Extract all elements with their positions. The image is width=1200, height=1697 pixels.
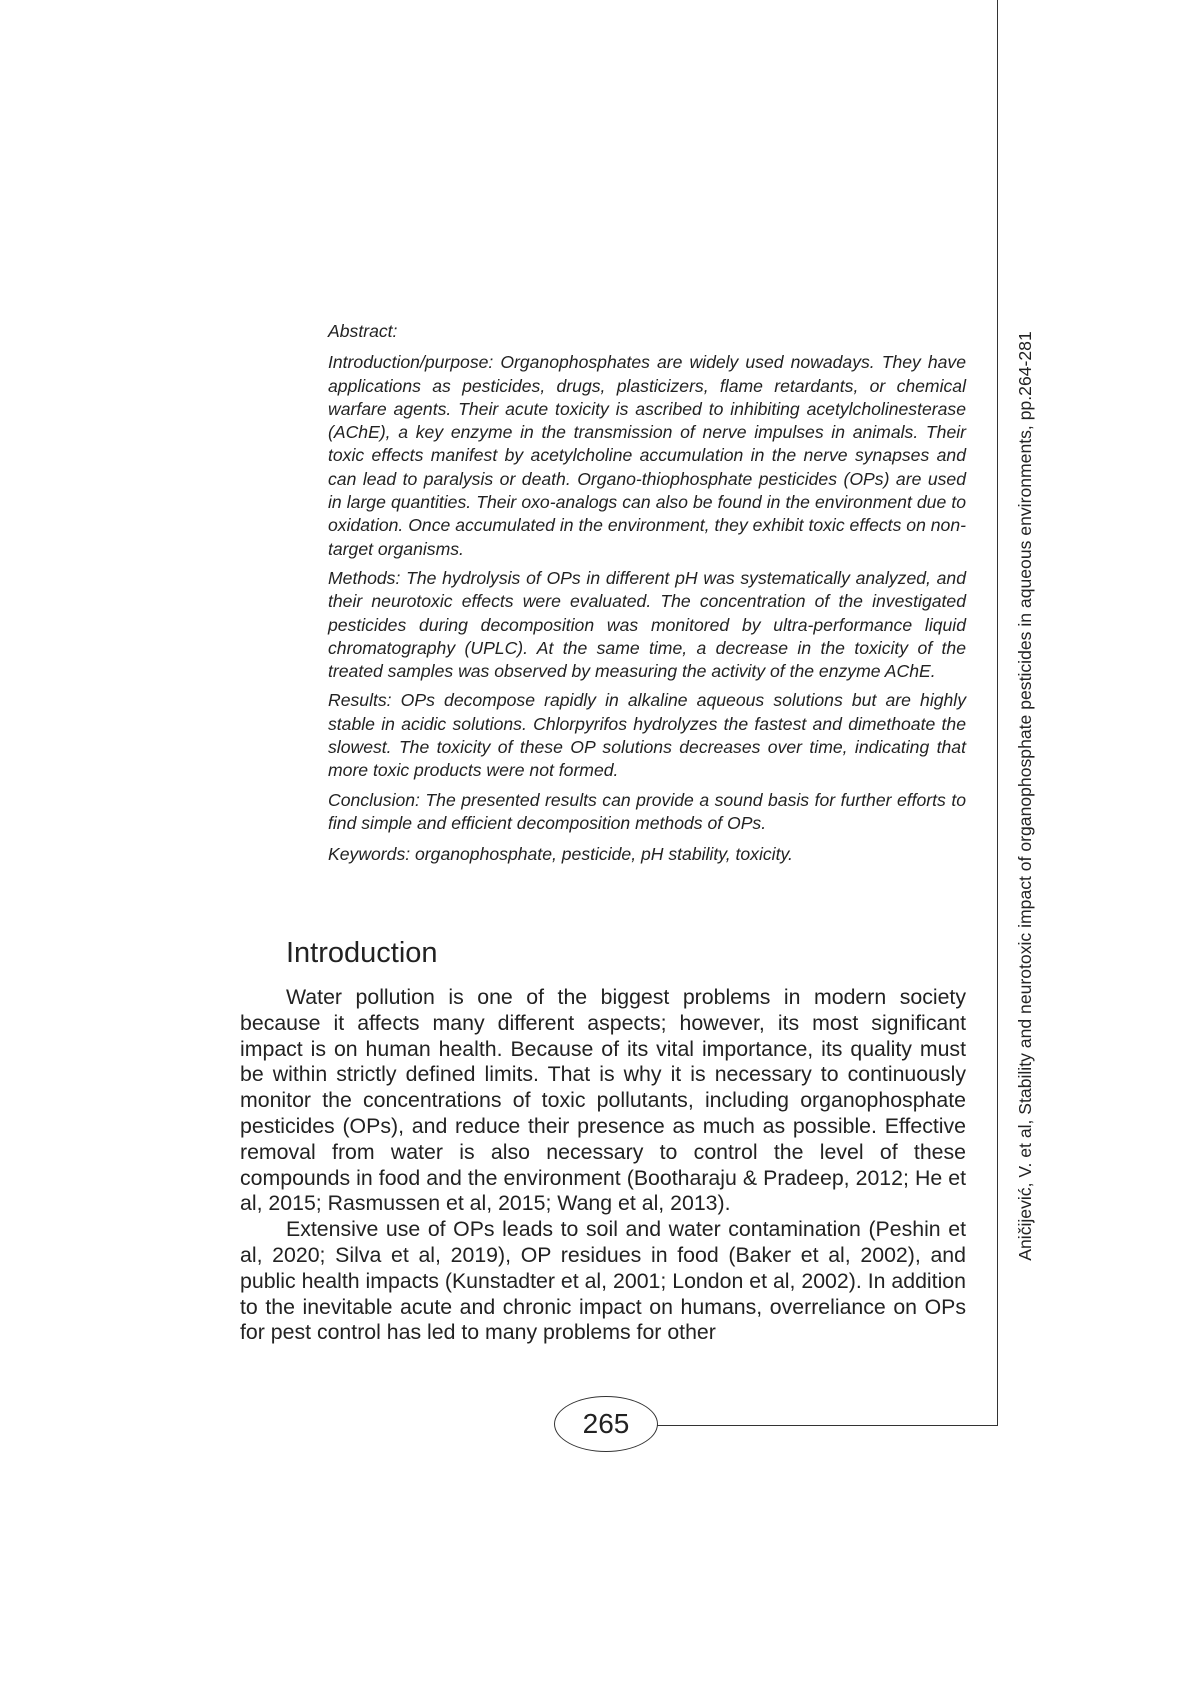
abstract-section <box>328 320 966 873</box>
abstract-keywords: Keywords: organophosphate, pesticide, pH stability, toxicity. <box>328 844 793 865</box>
body-paragraph: Water pollution is one of the biggest problems in modern society because it affects many different aspects; however, its most significant impact is on human health. Because of its vital importance, its quality must be within strictly defined limits. That is why it is necessary to continuously monitor the concentrations of toxic pollutants, including organophosphate pesticides (OPs), and reduce their presence as much as possible. Effective removal from water is also necessary to control the level of these compounds in food and the environment (Bootharaju & Pradeep, 2012; He et al, 2015; Rasmussen et al, 2015; Wang et al, 2013). <box>240 985 966 1216</box>
margin-rule-horizontal <box>655 1425 998 1426</box>
introduction-heading: Introduction <box>286 937 438 969</box>
margin-rule-vertical <box>997 0 998 1426</box>
body-paragraph: Extensive use of OPs leads to soil and water contamination (Peshin et al, 2020; Silva et al, 2019), OP residues in food (Baker et al, 2002), and public health impacts (Kunstadter et al, 2001; London et al, 2002). In addition to the inevitable acute and chronic impact on humans, overreliance on OPs for pest control has led to many problems for other <box>240 1217 966 1345</box>
abstract-label: Abstract: <box>328 321 398 341</box>
abstract-results: Results: OPs decompose rapidly in alkaline aqueous solutions but are highly stable in acidic solutions. Chlorpyrifos hydrolyzes the fastest and dimethoate the slowest. The toxicity of these OP solutions decreases over time, indicating that more toxic products were not formed. <box>328 690 966 781</box>
abstract-methods: Methods: The hydrolysis of OPs in different pH was systematically analyzed, and their neurotoxic effects were evaluated. The concentration of the investigated pesticides during decomposition was monitored by ultra-performance liquid chromatography (UPLC). At the same time, a decrease in the toxicity of the treated samples was observed by measuring the activity of the enzyme AChE. <box>328 567 966 682</box>
abstract-conclusion: Conclusion: The presented results can provide a sound basis for further efforts to find simple and efficient decomposition methods of OPs. <box>328 789 966 833</box>
abstract-introduction: Introduction/purpose: Organophosphates are widely used nowadays. They have applications as pesticides, drugs, plasticizers, flame retardants, or chemical warfare agents. Their acute toxicity is ascribed to inhibiting acetylcholinesterase (AChE), a key enzyme in the transmission of nerve impulses in animals. Their toxic effects manifest by acetylcholine accumulation in the nerve synapses and can lead to paralysis or death. Organo-thiophosphate pesticides (OPs) are used in large quantities. Their oxo-analogs can also be found in the environment due to oxidation. Once accumulated in the environment, they exhibit toxic effects on non-target organisms. <box>328 352 966 559</box>
introduction-body <box>240 985 966 1346</box>
running-header: Aničijević, V. et al, Stability and neurotoxic impact of organophosphate pesticides in aqueous environments, pp.264-281 <box>1015 331 1035 1261</box>
page-number: 265 <box>554 1396 658 1452</box>
